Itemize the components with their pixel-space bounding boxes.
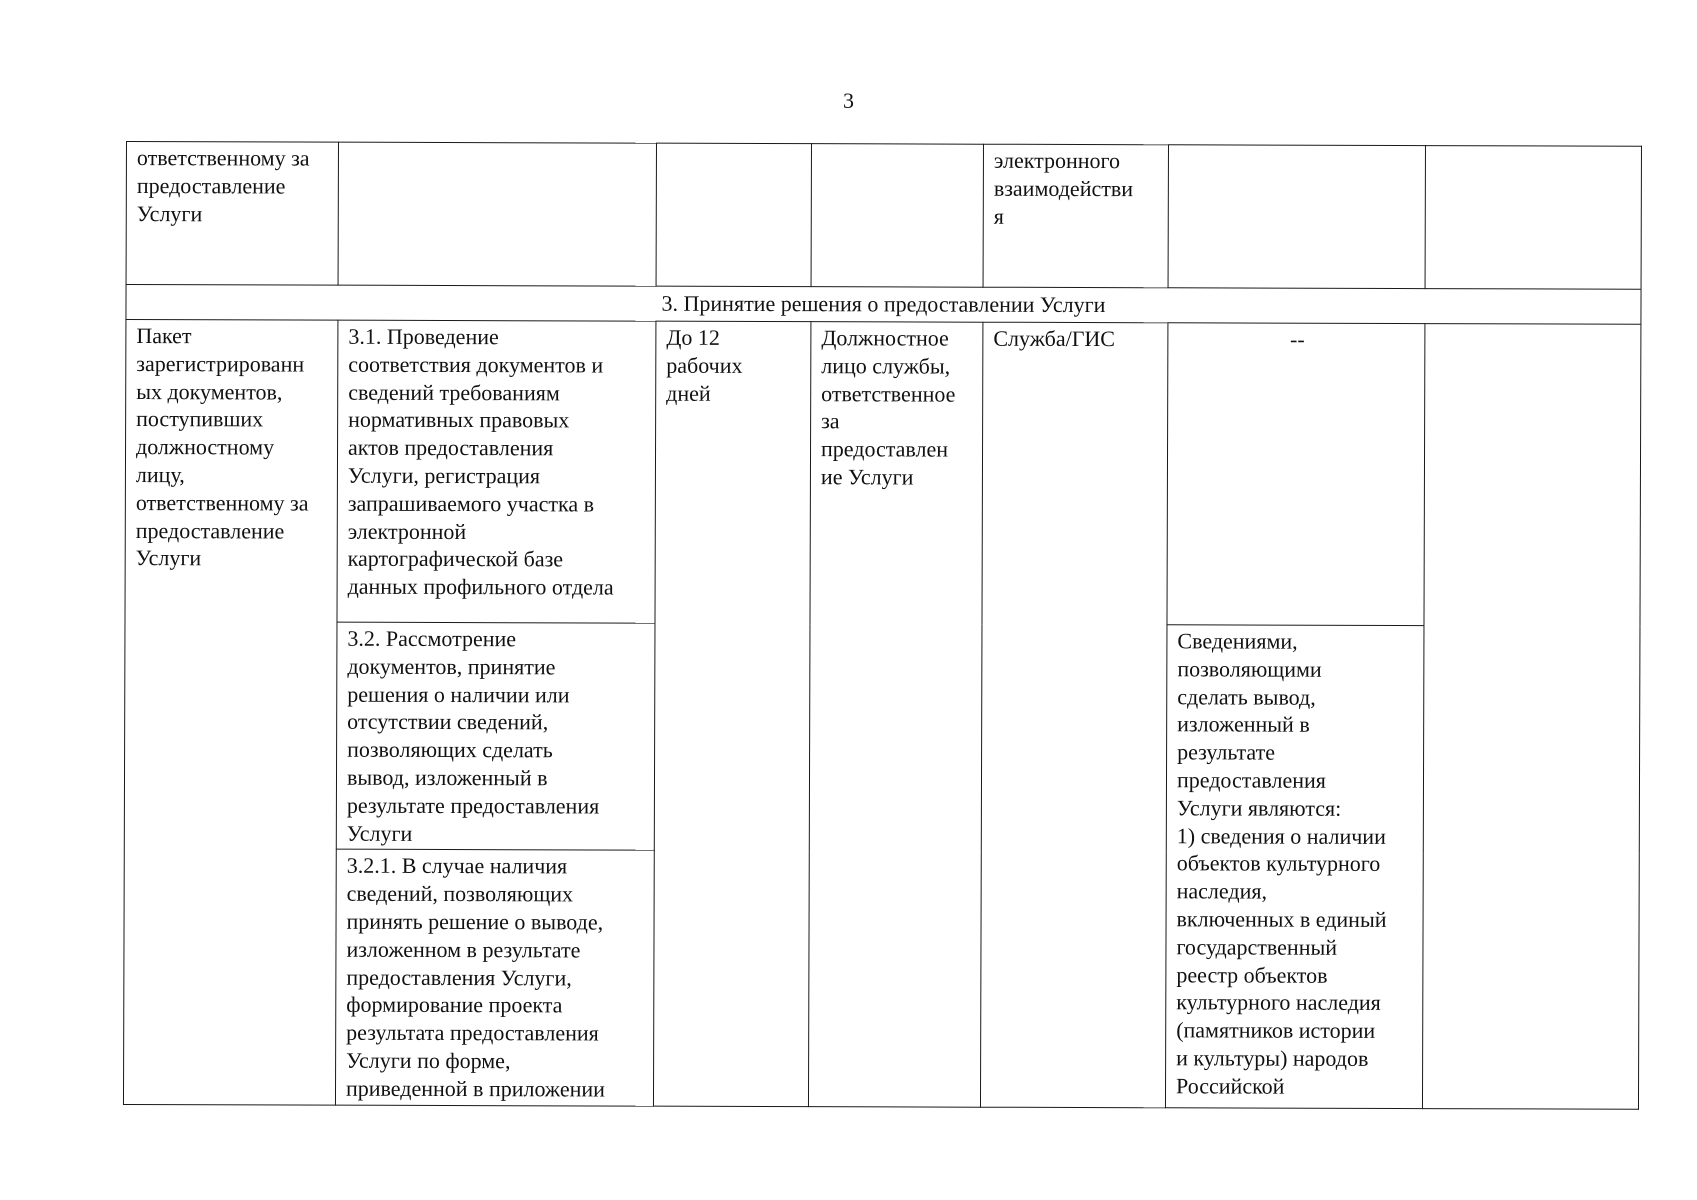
procedure-table [123, 141, 1642, 1109]
continuation-responsible-cell [811, 144, 983, 288]
continuation-criteria-cell [1168, 145, 1425, 289]
step-3-1-row [125, 320, 1641, 627]
deadline-cell: До 12 рабочих дней [653, 321, 810, 1106]
action-3-2-cell: 3.2. Рассмотрение документов, принятие решения о наличии или отсутствии сведений, позволяющих сделать вывод, изложенный в результате предоставления Услуги [336, 622, 655, 850]
action-3-2-1-cell: 3.2.1. В случае наличия сведений, позволяющих принять решение о выводе, изложенном в результате предоставления Услуги, формирование проекта результата предоставления Услуги по форме, приведенной в приложении [335, 850, 654, 1106]
result-cell [1422, 324, 1640, 1109]
responsible-cell: Должностное лицо службы, ответственное за предоставлен ие Услуги [808, 322, 982, 1107]
action-3-1-cell: 3.1. Проведение соответствия документов и сведений требованиям нормативных правовых актов предоставления Услуги, регистрация запрашиваемого участка в электронной картографической базе данных профильного отдела [337, 320, 656, 623]
section-row [126, 285, 1641, 325]
continuation-action-cell [338, 142, 656, 286]
criteria-3-2-cell: Сведениями, позволяющими сделать вывод, изложенный в результате предоставления Услуги являются: 1) сведения о наличии объектов культурного наследия, включенных в единый государственный реестр объектов культурного наследия (памятников истории и культуры) народов Российской [1165, 625, 1424, 1108]
continuation-input-cell: ответственному за предоставление Услуги [126, 142, 338, 286]
section-title: 3. Принятие решения о предоставлении Услуги [126, 285, 1641, 325]
continuation-place-cell: электронного взаимодействи я [983, 144, 1168, 288]
continuation-deadline-cell [656, 143, 811, 286]
page-number: 3 [843, 88, 854, 113]
continuation-result-cell [1425, 146, 1641, 290]
input-package-cell: Пакет зарегистрированн ых документов, поступивших должностному лицу, ответственному за предоставление Услуги [123, 320, 337, 1105]
criteria-3-1-cell: -- [1167, 323, 1425, 626]
continuation-row [126, 142, 1641, 290]
place-cell: Служба/ГИС [980, 322, 1167, 1107]
